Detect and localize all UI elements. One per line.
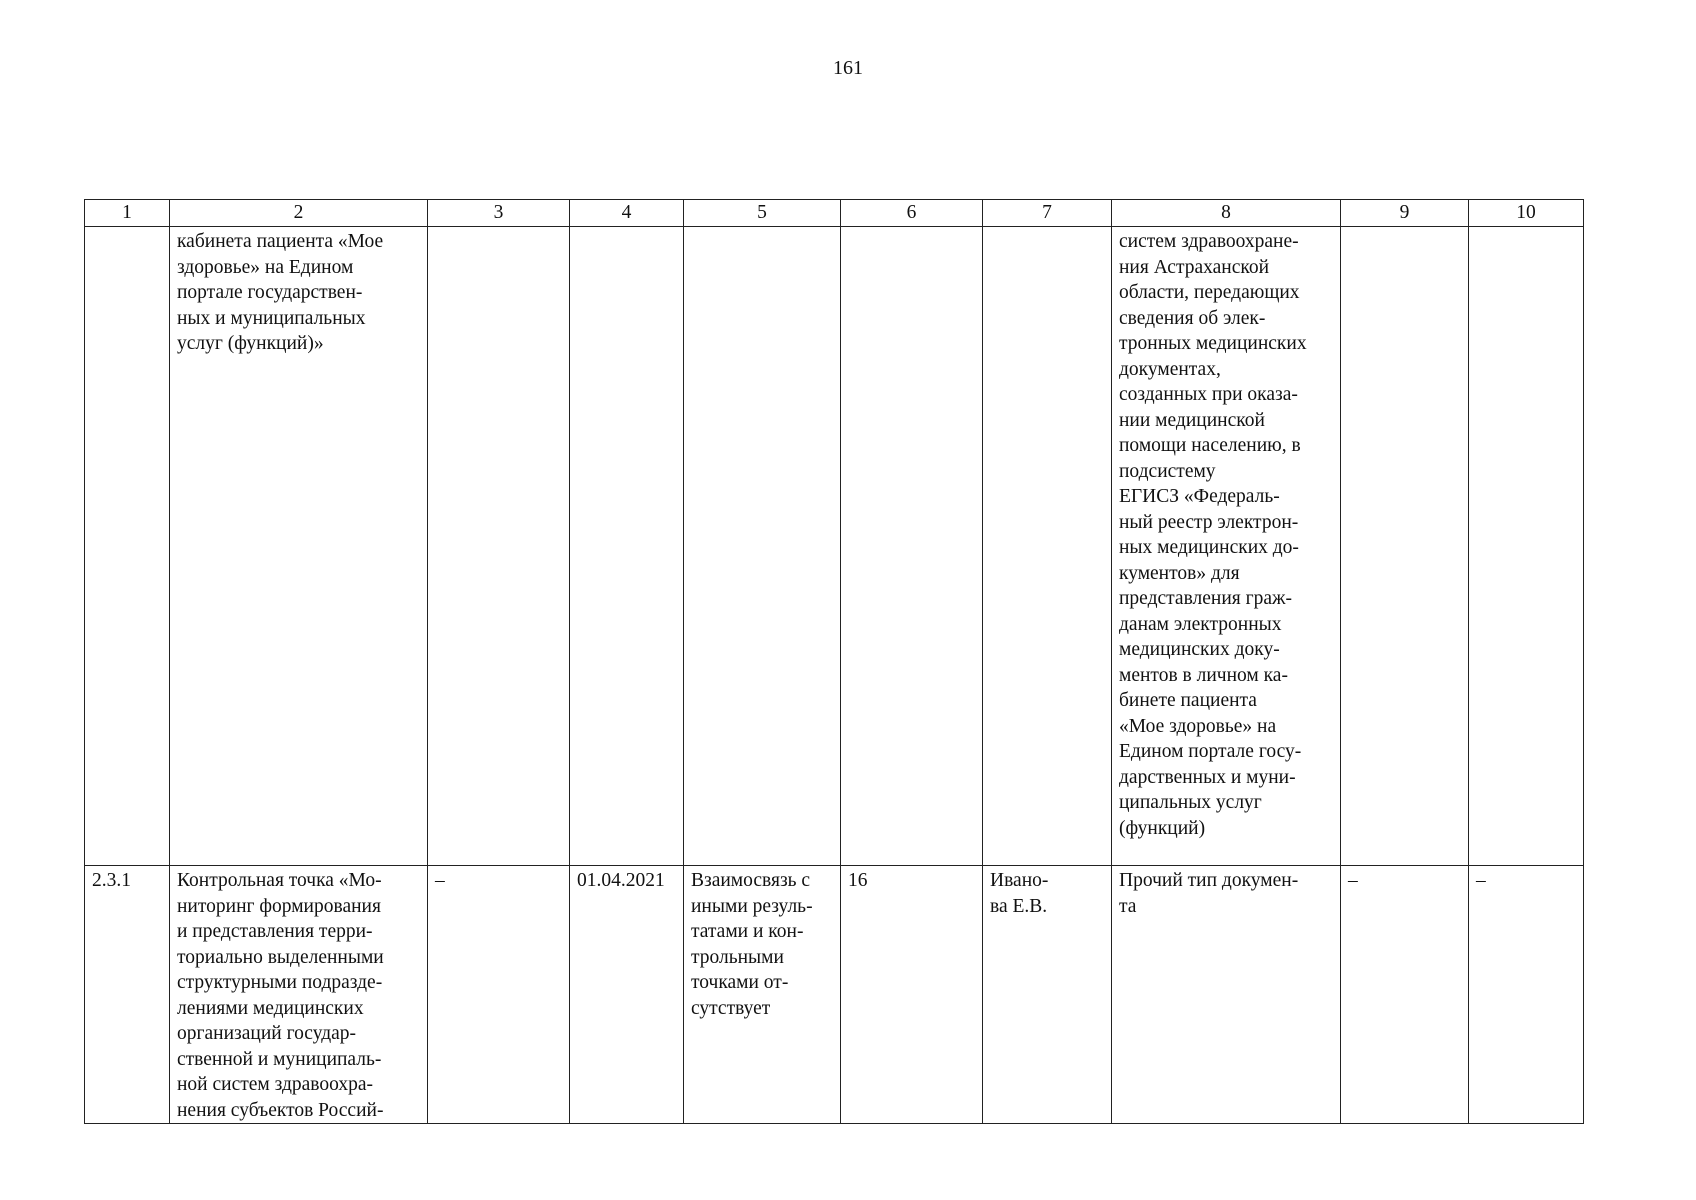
column-header-9: 9 bbox=[1341, 200, 1469, 227]
table-cell: 16 bbox=[841, 866, 983, 1124]
column-header-1: 1 bbox=[85, 200, 170, 227]
page-number: 161 bbox=[833, 57, 863, 79]
column-header-7: 7 bbox=[983, 200, 1112, 227]
column-header-8: 8 bbox=[1112, 200, 1341, 227]
table-cell bbox=[428, 227, 570, 866]
table-cell: Взаимосвязь с иными резуль- татами и кон- трольными точками от- сутствует bbox=[684, 866, 841, 1124]
table-row bbox=[85, 866, 1584, 1124]
document-table bbox=[84, 199, 1584, 1124]
table-cell bbox=[841, 227, 983, 866]
column-header-4: 4 bbox=[570, 200, 684, 227]
table-cell: кабинета пациента «Мое здоровье» на Едином портале государствен- ных и муниципальных услуг (функций)» bbox=[170, 227, 428, 866]
table-header-row bbox=[85, 200, 1584, 227]
table-cell bbox=[1341, 227, 1469, 866]
column-header-2: 2 bbox=[170, 200, 428, 227]
table-cell bbox=[1469, 227, 1584, 866]
column-header-5: 5 bbox=[684, 200, 841, 227]
table-cell: Прочий тип докумен- та bbox=[1112, 866, 1341, 1124]
table-cell: – bbox=[428, 866, 570, 1124]
table-cell: 01.04.2021 bbox=[570, 866, 684, 1124]
column-header-3: 3 bbox=[428, 200, 570, 227]
table-cell: систем здравоохране- ния Астраханской области, передающих сведения об элек- тронных медицинских документах, созданных при оказа- нии медицинской помощи населению, в подсистему ЕГИСЗ «Федераль- ный реестр электрон- ных медицинских до- кументов» для представления граж- данам электронных медицинских доку- ментов в личном ка- бинете пациента «Мое здоровье» на Едином портале госу- дарственных и муни- ципальных услуг (функций) bbox=[1112, 227, 1341, 866]
column-header-6: 6 bbox=[841, 200, 983, 227]
column-header-10: 10 bbox=[1469, 200, 1584, 227]
table-cell: – bbox=[1469, 866, 1584, 1124]
table-cell bbox=[570, 227, 684, 866]
table-cell: – bbox=[1341, 866, 1469, 1124]
table-cell: Ивано- ва Е.В. bbox=[983, 866, 1112, 1124]
table-row bbox=[85, 227, 1584, 866]
table-cell bbox=[983, 227, 1112, 866]
table-cell: Контрольная точка «Мо- ниторинг формирования и представления терри- ториально выделенными структурными подразде- лениями медицинских организаций государ- ственной и муниципаль- ной систем здравоохра- нения субъектов Россий- bbox=[170, 866, 428, 1124]
table-cell: 2.3.1 bbox=[85, 866, 170, 1124]
table-cell bbox=[85, 227, 170, 866]
table-cell bbox=[684, 227, 841, 866]
